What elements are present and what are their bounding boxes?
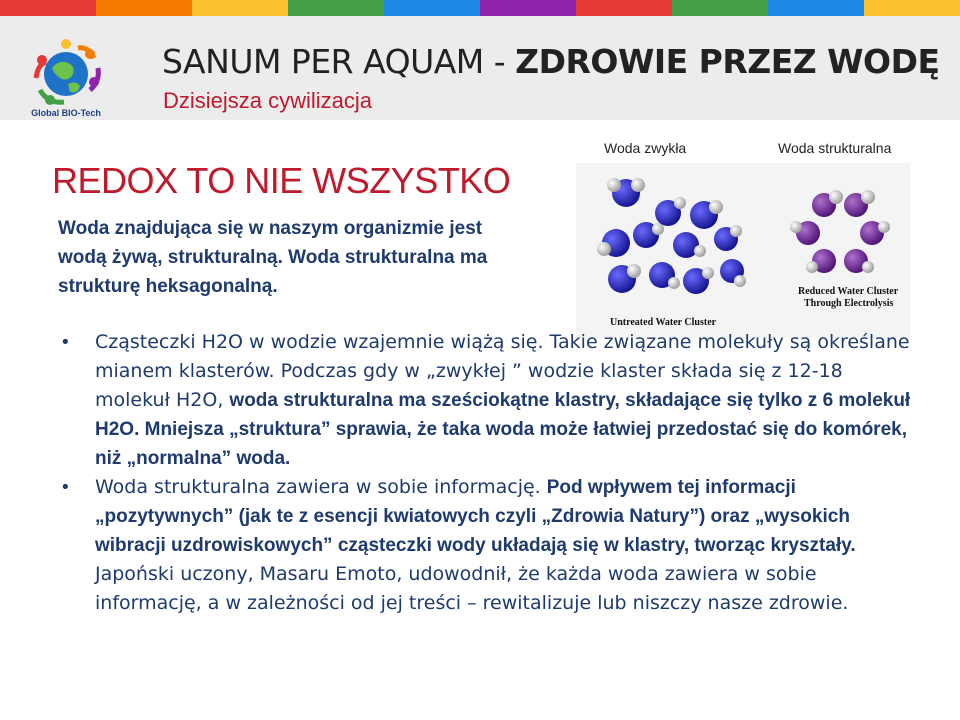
list-item xyxy=(58,328,918,473)
color-bar xyxy=(0,0,960,16)
label-reduced-2: Through Electrolysis xyxy=(804,298,894,309)
bullet-dot-icon: • xyxy=(60,332,71,353)
page-subtitle: Dzisiejsza cywilizacja xyxy=(163,88,373,113)
header xyxy=(0,16,960,120)
label-reduced-1: Reduced Water Cluster xyxy=(798,286,899,297)
bullet-1-text: Cząsteczki H2O w wodzie wzajemnie wiążą się. Takie związane molekuły są określane mianem klasterów. Podczas gdy w „zwykłej ” wodzie klaster składa się z 12-18 molekuł H2O, xyxy=(95,331,910,411)
page-title xyxy=(162,42,940,81)
bar-segment xyxy=(96,0,192,16)
lead-paragraph: Woda znajdująca się w naszym organizmie jest wodą żywą, strukturalną. Woda strukturalna ma strukturę heksagonalną. xyxy=(58,218,488,297)
bullet-1-bold: woda strukturalna ma sześciokątne klastry, składające się tylko z 6 molekuł H2O. Mniejsza „struktura” sprawia, że taka woda może łatwiej przedostać się do komórek, niż „normalna” woda. xyxy=(95,390,911,469)
molecule-cluster-illustration xyxy=(576,163,910,338)
bullet-list xyxy=(58,328,918,618)
bar-segment xyxy=(288,0,384,16)
title-bold: ZDROWIE PRZEZ WODĘ xyxy=(515,42,940,81)
bar-segment xyxy=(768,0,864,16)
caption-ordinary-water: Woda zwykła xyxy=(604,140,687,156)
bullet-2-text-end: Japoński uczony, Masaru Emoto, udowodnił, że każda woda zawiera w sobie informację, a w zależności od jej treści – rewitalizuje lub niszczy nasze zdrowie. xyxy=(95,563,849,614)
bar-segment xyxy=(0,0,96,16)
bullet-2-bold: Pod wpływem tej informacji „pozytywnych” (jak te z esencji kwiatowych czyli „Zdrowia Natury”) oraz „wysokich wibracji uzdrowiskowych” cząsteczki wody układają się w klastry, tworząc kryształy. xyxy=(95,477,856,556)
logo-text: Global BIO-Tech xyxy=(31,108,101,118)
bar-segment xyxy=(480,0,576,16)
bar-segment xyxy=(384,0,480,16)
main-heading: REDOX TO NIE WSZYSTKO xyxy=(52,160,511,201)
bar-segment xyxy=(864,0,960,16)
bar-segment xyxy=(672,0,768,16)
bar-segment xyxy=(576,0,672,16)
caption-structured-water: Woda strukturalna xyxy=(778,140,892,156)
logo xyxy=(28,38,104,126)
bullet-2-text: Woda strukturalna zawiera w sobie informację. xyxy=(95,476,547,498)
water-cluster-image xyxy=(576,163,910,338)
bar-segment xyxy=(192,0,288,16)
title-regular: SANUM PER AQUAM - xyxy=(162,42,516,81)
bullet-dot-icon: • xyxy=(60,477,71,498)
list-item xyxy=(58,473,918,618)
globe-logo-icon xyxy=(28,38,104,108)
label-untreated: Untreated Water Cluster xyxy=(610,317,717,328)
